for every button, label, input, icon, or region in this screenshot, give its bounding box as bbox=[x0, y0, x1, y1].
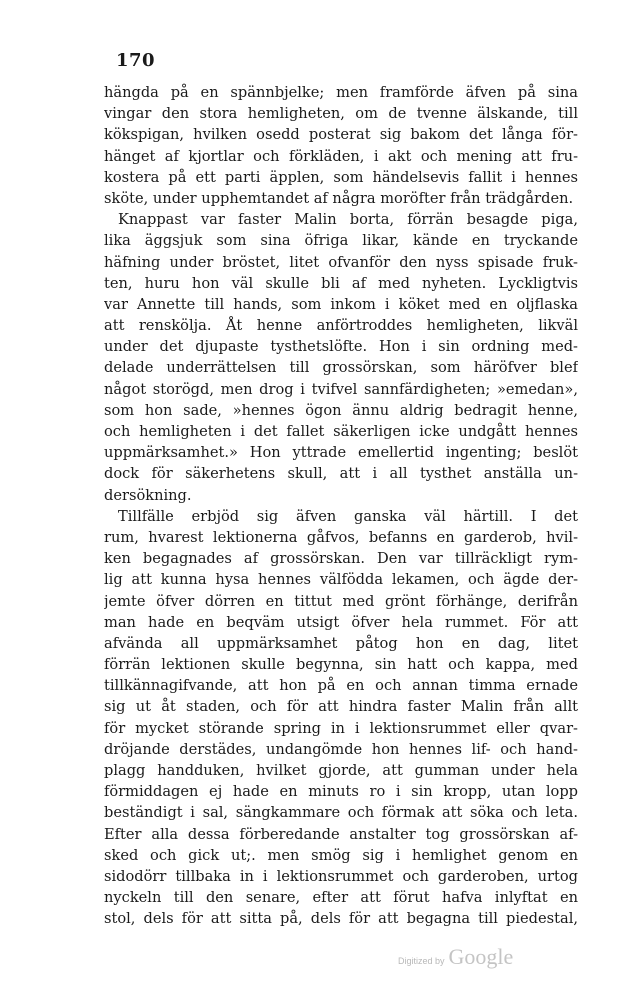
text-line: kostera på ett parti äpplen, som händelsevis fallit i hennes bbox=[104, 168, 578, 186]
text-line: dröjande derstädes, undangömde hon hennes lif- och hand- bbox=[104, 740, 578, 758]
text-line: Efter alla dessa förberedande anstalter tog grossörskan af- bbox=[104, 825, 578, 843]
text-line: delade underrättelsen till grossörskan, som häröfver blef bbox=[104, 359, 578, 377]
text-line: lig att kunna hysa hennes välfödda lekamen, och ägde der- bbox=[104, 571, 578, 589]
text-line: som hon sade, »hennes ögon ännu aldrig bedragit henne, bbox=[104, 401, 578, 419]
text-line: något storögd, men drog i tvifvel sannfärdigheten; »emedan», bbox=[104, 380, 578, 398]
text-line: att rensköljа. Åt henne anförtroddes hemligheten, likväl bbox=[104, 317, 578, 335]
text-line: sked och gick ut;. men smög sig i hemlighet genom en bbox=[104, 846, 578, 864]
text-line: ken begagnades af grossörskan. Den var tillräckligt rym- bbox=[104, 550, 578, 568]
text-line: vingar den stora hemligheten, om de tvenne älskande, till bbox=[104, 105, 578, 123]
text-line: och hemligheten i det fallet säkerligen icke undgått hennes bbox=[104, 423, 578, 440]
text-line: sig ut åt staden, och för att hindra faster Malin från allt bbox=[104, 698, 578, 716]
text-line: ten, huru hon väl skulle bli af med nyheten. Lyckligtvis bbox=[104, 274, 578, 292]
digitization-watermark bbox=[398, 944, 513, 970]
text-line: jemte öfver dörren en tittut med grönt förhänge, derifrån bbox=[104, 592, 578, 610]
digitized-by-label: Digitized by bbox=[398, 956, 445, 966]
text-line: dock för säkerhetens skull, att i all tysthet anställa un- bbox=[104, 465, 578, 483]
text-line: beständigt i sal, sängkammare och förmak att söka och leta. bbox=[104, 804, 578, 822]
text-line: nyckeln till den senare, efter att förut hafva inlyftat en bbox=[104, 889, 578, 907]
text-line: dersökning. bbox=[104, 486, 192, 504]
text-line: häfning under bröstet, litet ofvanför den nyss spisade fruk- bbox=[104, 253, 578, 271]
text-line: Tillfälle erbjöd sig äfven ganska väl härtill. I det bbox=[118, 507, 578, 525]
text-line: sköte, under upphemtandet af några moröfter från trädgården. bbox=[104, 189, 574, 207]
text-line: förrän lektionen skulle begynna, sin hatt och kappa, med bbox=[104, 656, 578, 674]
text-line: tillkännagifvande, att hon på en och annan timma ernade bbox=[104, 677, 578, 695]
text-line: uppmärksamhet.» Hon yttrade emellertid ingenting; beslöt bbox=[104, 444, 578, 462]
text-line: rum, hvarest lektionerna gåfvos, befanns en garderob, hvil- bbox=[104, 528, 578, 546]
text-line: sidodörr tillbaka in i lektionsrummet och garderoben, urtog bbox=[104, 867, 578, 885]
text-line: man hade en beqväm utsigt öfver hela rummet. För att bbox=[104, 613, 578, 631]
text-line: hänget af kjortlar och förkläden, i akt och mening att fru- bbox=[104, 147, 578, 165]
text-line: hängda på en spännbjelke; men framförde äfven på sina bbox=[104, 84, 578, 101]
text-line: var Annette till hands, som inkom i köket med en oljflaska bbox=[104, 295, 578, 313]
google-logo: Google bbox=[448, 944, 514, 969]
text-line: afvända all uppmärksamhet påtog hon en dag, litet bbox=[104, 634, 578, 652]
body-text bbox=[104, 82, 578, 930]
text-line: förmiddagen ej hade en minuts ro i sin kropp, utan lopp bbox=[104, 783, 578, 801]
text-line: för mycket störande spring in i lektionsrummet eller qvar- bbox=[104, 719, 578, 737]
page-number: 170 bbox=[116, 50, 156, 71]
text-line: Knappast var faster Malin borta, förrän besagde piga, bbox=[118, 211, 578, 229]
text-line: stol, dels för att sitta på, dels för att begagna till piedestal, bbox=[104, 910, 578, 928]
text-line: kökspigan, hvilken osedd posterat sig bakom det långa för- bbox=[104, 126, 578, 144]
text-line: under det djupaste tysthetslöfte. Hon i sin ordning med- bbox=[104, 338, 578, 356]
text-line: plagg handduken, hvilket gjorde, att gumman under hela bbox=[104, 762, 578, 779]
text-line: lika äggsjuk som sina öfriga likar, kände en tryckande bbox=[104, 232, 578, 250]
